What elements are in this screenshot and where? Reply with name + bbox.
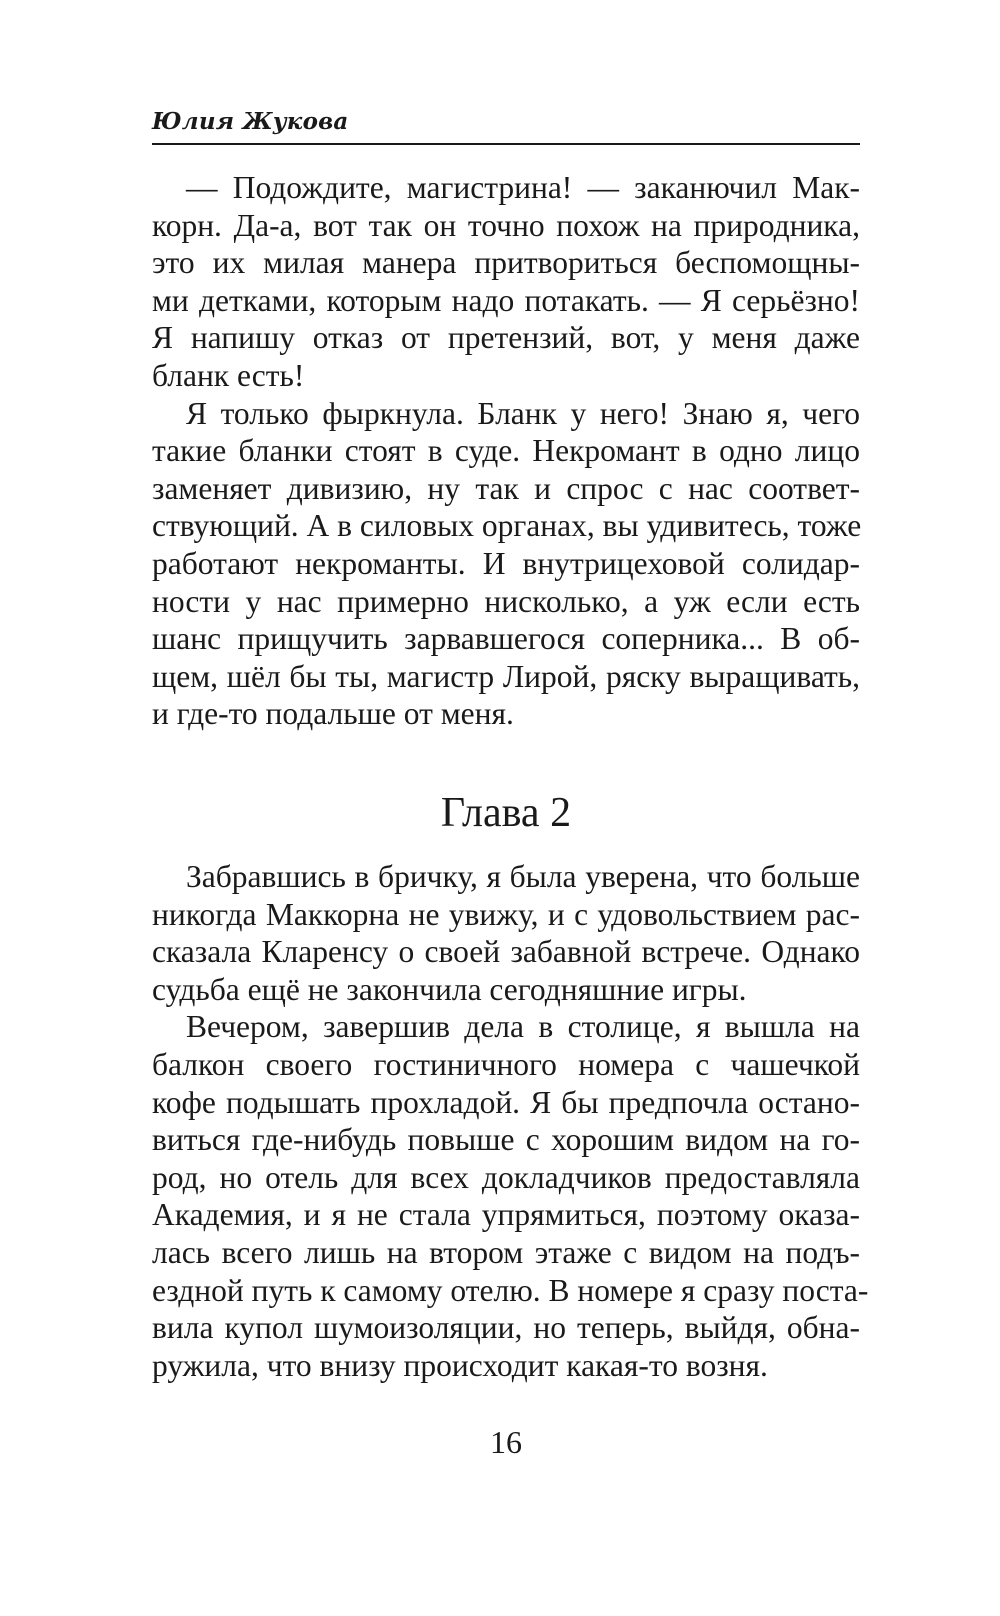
text-line: вила купол шумоизоляции, но теперь, выйдя, обна- bbox=[152, 1310, 860, 1346]
text-line: кофе подышать прохладой. Я бы предпочла остано- bbox=[152, 1084, 860, 1120]
text-line: ствующий. А в силовых органах, вы удивитесь, тоже bbox=[152, 508, 862, 544]
text-block-before-chapter bbox=[152, 169, 860, 733]
text-line: это их милая манера притвориться беспомощны- bbox=[152, 245, 860, 281]
text-line: ми детками, которым надо потакать. — Я серьёзно! bbox=[152, 282, 860, 318]
running-head-author: Юлия Жукова bbox=[152, 108, 349, 135]
text-line: Академия, и я не стала упрямиться, поэтому оказа- bbox=[152, 1197, 860, 1233]
text-line: заменяет дивизию, ну так и спрос с нас соответ- bbox=[152, 470, 860, 506]
chapter-title: Глава 2 bbox=[440, 790, 572, 836]
text-line: виться где-нибудь повыше с хорошим видом на го- bbox=[152, 1122, 860, 1158]
text-line: никогда Маккорна не увижу, и с удовольствием рас- bbox=[152, 896, 860, 932]
text-line: Я напишу отказ от претензий, вот, у меня даже bbox=[152, 320, 860, 356]
text-line: Забравшись в бричку, я была уверена, что больше bbox=[186, 859, 860, 894]
text-line: — Подождите, магистрина! — заканючил Мак- bbox=[186, 170, 860, 205]
text-line: ружила, что внизу происходит какая-то возня. bbox=[152, 1347, 768, 1383]
header-rule bbox=[152, 143, 860, 145]
text-line: Вечером, завершив дела в столице, я вышла на bbox=[186, 1009, 860, 1045]
text-line: сказала Кларенсу о своей забавной встрече. Однако bbox=[152, 934, 860, 970]
text-line: корн. Да-а, вот так он точно похож на природника, bbox=[152, 207, 860, 243]
text-line: работают некроманты. И внутрицеховой солидар- bbox=[152, 545, 860, 581]
paragraph bbox=[152, 169, 860, 395]
text-line: и где-то подальше от меня. bbox=[152, 696, 514, 732]
text-line: ездной путь к самому отелю. В номере я сразу поста- bbox=[152, 1272, 869, 1308]
text-line: судьба ещё не закончила сегодняшние игры. bbox=[152, 971, 747, 1007]
text-line: лась всего лишь на втором этаже с видом на подъ- bbox=[152, 1234, 860, 1270]
text-line: Я только фыркнула. Бланк у него! Знаю я, чего bbox=[186, 395, 860, 431]
text-line: род, но отель для всех докладчиков предоставляла bbox=[152, 1159, 860, 1195]
page-number: 16 bbox=[490, 1424, 522, 1460]
text-block-after-chapter bbox=[152, 858, 869, 1384]
text-line: такие бланки стоят в суде. Некромант в одно лицо bbox=[152, 433, 860, 469]
paragraph bbox=[152, 1008, 869, 1384]
text-line: ности у нас примерно нисколько, а уж если есть bbox=[152, 583, 860, 619]
text-line: щем, шёл бы ты, магистр Лирой, ряску выращивать, bbox=[152, 658, 860, 694]
paragraph bbox=[152, 395, 860, 733]
text-line: бланк есть! bbox=[152, 357, 305, 393]
text-line: балкон своего гостиничного номера с чашечкой bbox=[152, 1046, 860, 1082]
paragraph bbox=[152, 858, 860, 1008]
text-line: шанс прищучить зарвавшегося соперника... В об- bbox=[152, 621, 860, 657]
